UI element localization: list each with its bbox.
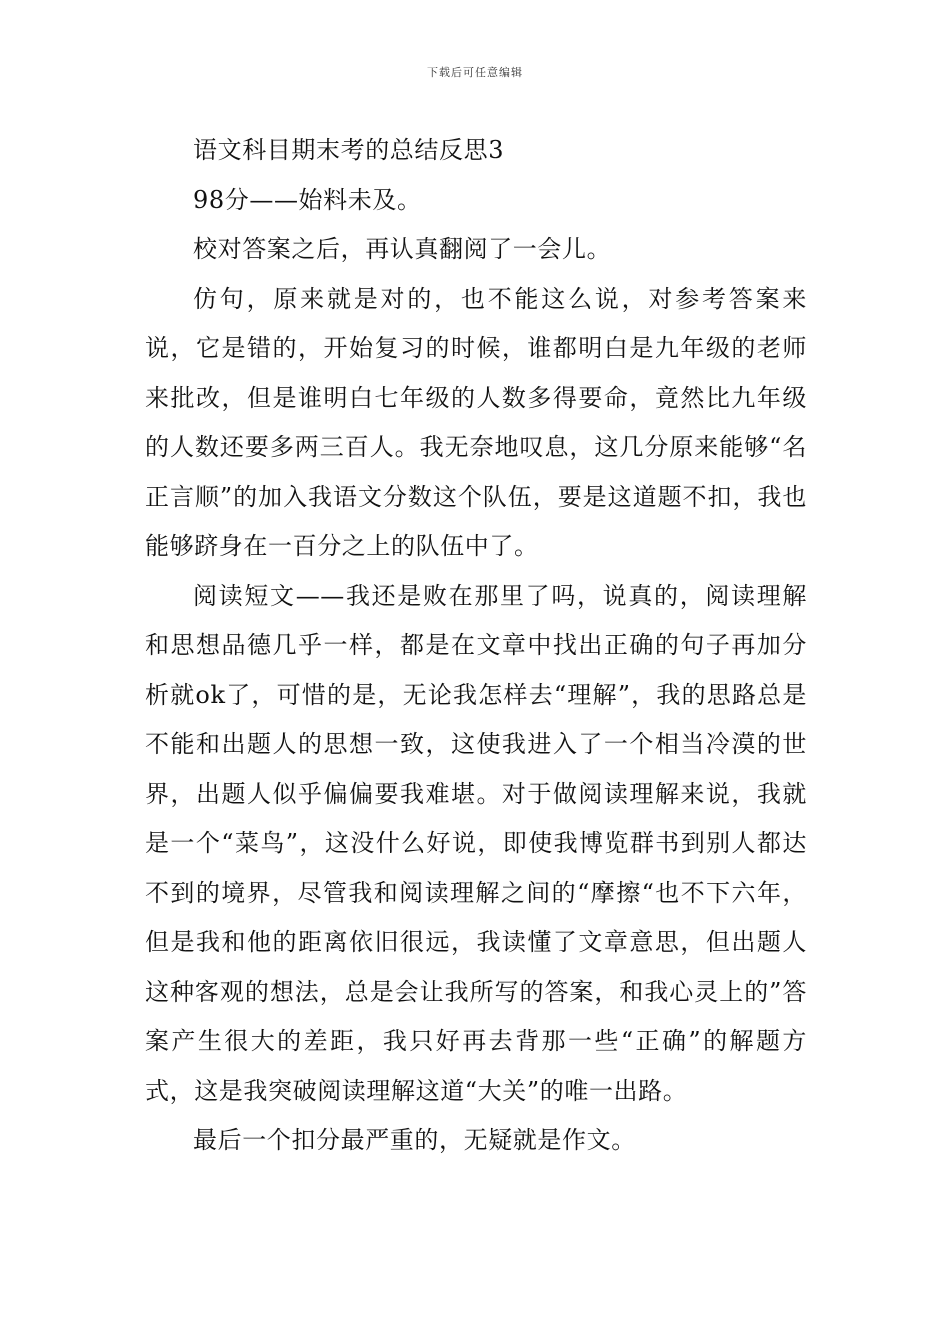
document-title: 语文科目期末考的总结反思3	[193, 136, 505, 164]
paragraph: 校对答案之后，再认真翻阅了一会儿。	[193, 235, 612, 263]
paragraph: 98分——始料未及。	[193, 185, 422, 214]
page-header: 下载后可任意编辑	[427, 66, 523, 79]
paragraph: 最后一个扣分最严重的，无疑就是作文。	[193, 1126, 636, 1154]
paragraph: 仿句，原来就是对的，也不能这么说，对参考答案来说，它是错的，开始复习的时候，谁都明白是九年级的老师来批改，但是谁明白七年级的人数多得要命，竟然比九年级的人数还要多两三百人。我无奈地叹息，这几分原来能够“名正言顺”的加入我语文分数这个队伍，要是这道题不扣，我也能够跻身在一百分之上的队伍中了。	[145, 284, 807, 560]
paragraph: 阅读短文——我还是败在那里了吗，说真的，阅读理解和思想品德几乎一样，都是在文章中找出正确的句子再加分析就ok了，可惜的是，无论我怎样去“理解”，我的思路总是不能和出题人的思想一致，这使我进入了一个相当冷漠的世界，出题人似乎偏偏要我难堪。对于做阅读理解来说，我就是一个“菜鸟”，这没什么好说，即使我博览群书到别人都达不到的境界，尽管我和阅读理解之间的“摩擦“也不下六年，但是我和他的距离依旧很远，我读懂了文章意思，但出题人这种客观的想法，总是会让我所写的答案，和我心灵上的”答案产生很大的差距，我只好再去背那一些“正确”的解题方式，这是我突破阅读理解这道“大关”的唯一出路。	[145, 581, 807, 1105]
document-body	[145, 126, 807, 1166]
